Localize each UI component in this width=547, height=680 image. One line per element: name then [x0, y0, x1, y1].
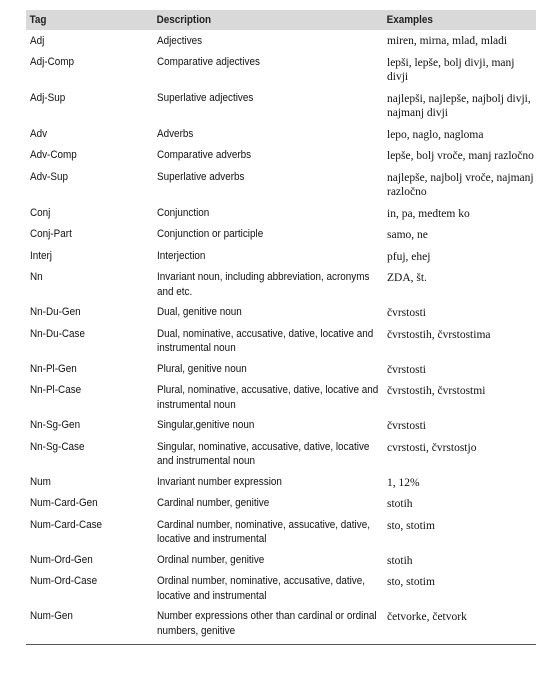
row-examples-text: samo, ne — [387, 229, 428, 241]
row-examples-text: 1, 12% — [387, 476, 420, 489]
row-tag — [26, 415, 153, 437]
row-tag — [26, 267, 153, 302]
row-examples-text: sto, stotim — [387, 519, 435, 532]
table-row — [26, 52, 536, 88]
row-examples-text: ZDA, št. — [387, 272, 427, 284]
row-tag-text: Conj-Part — [30, 228, 72, 240]
row-description-text: Comparative adjectives — [157, 55, 260, 68]
header-examples: Examples — [386, 14, 433, 26]
header-tag: Tag — [29, 14, 47, 26]
table-row — [26, 30, 536, 52]
row-examples — [383, 52, 536, 88]
row-tag-text: Nn — [30, 271, 43, 283]
row-tag — [26, 324, 153, 359]
row-description — [153, 224, 383, 246]
row-tag — [26, 52, 153, 88]
row-tag — [26, 515, 153, 550]
row-description-text: Superlative adverbs — [157, 170, 245, 183]
table-row — [26, 550, 536, 572]
row-tag — [26, 145, 153, 167]
table-row — [26, 224, 536, 246]
row-tag-text: Adj — [30, 35, 45, 47]
row-description — [153, 380, 383, 415]
row-tag-text: Num-Card-Case — [30, 518, 103, 531]
table-row — [26, 472, 536, 494]
row-description — [153, 515, 383, 550]
row-description-text: Adjectives — [157, 35, 203, 47]
row-examples — [383, 324, 536, 359]
table-row — [26, 515, 536, 550]
row-tag — [26, 124, 153, 146]
row-tag-text: Num-Ord-Case — [30, 575, 98, 587]
row-description-text: Singular,genitive noun — [157, 419, 255, 431]
row-description — [153, 437, 383, 472]
row-description — [153, 415, 383, 437]
table-row — [26, 606, 536, 645]
table-body — [26, 30, 536, 645]
row-examples-text: pfuj, ehej — [387, 250, 431, 263]
row-description — [153, 606, 383, 645]
row-description-text: Dual, nominative, accusative, dative, locative and instrumental noun — [157, 327, 374, 354]
row-examples-text: čvrstostih, čvrstostima — [387, 328, 491, 341]
row-examples-text: in, pa, medtem ko — [387, 207, 470, 220]
table-row — [26, 571, 536, 606]
row-tag — [26, 359, 153, 381]
row-examples-text: najlepše, najbolj vroče, najmanj razločno — [387, 171, 534, 198]
row-description-text: Plural, nominative, accusative, dative, locative and instrumental noun — [157, 384, 379, 411]
row-description — [153, 88, 383, 124]
row-examples — [383, 145, 536, 167]
header-row — [26, 10, 536, 30]
row-tag-text: Num-Card-Gen — [30, 497, 98, 509]
row-description-text: Conjunction or participle — [157, 228, 264, 240]
row-examples — [383, 359, 536, 381]
row-description-text: Superlative adjectives — [157, 91, 254, 104]
row-tag — [26, 380, 153, 415]
row-description-text: Comparative adverbs — [157, 149, 252, 161]
row-examples — [383, 415, 536, 437]
row-examples — [383, 224, 536, 246]
row-examples — [383, 606, 536, 645]
row-examples — [383, 571, 536, 606]
row-description — [153, 167, 383, 203]
table-row — [26, 302, 536, 324]
row-tag-text: Nn-Du-Case — [30, 327, 86, 340]
row-tag — [26, 88, 153, 124]
row-tag-text: Adv-Sup — [30, 170, 68, 183]
table-header — [26, 10, 536, 30]
row-tag-text: Nn-Pl-Case — [30, 384, 82, 396]
row-tag-text: Num — [30, 475, 51, 488]
table-row — [26, 380, 536, 415]
row-tag-text: Nn-Sg-Case — [30, 440, 85, 453]
table-row — [26, 437, 536, 472]
row-examples-text: stotih — [387, 498, 413, 510]
row-description-text: Invariant noun, including abbreviation, acronyms and etc. — [157, 271, 370, 298]
row-examples — [383, 203, 536, 225]
row-tag — [26, 203, 153, 225]
row-description-text: Number expressions other than cardinal or ordinal numbers, genitive — [157, 610, 377, 637]
row-description — [153, 493, 383, 515]
row-examples-text: lepši, lepše, bolj divji, manj divji — [387, 56, 515, 83]
table-row — [26, 267, 536, 302]
row-examples — [383, 515, 536, 550]
row-examples-text: stotih — [387, 554, 413, 567]
row-tag-text: Num-Ord-Gen — [30, 553, 93, 566]
row-examples-text: četvorke, četvork — [387, 611, 467, 623]
row-examples-text: lepo, naglo, nagloma — [387, 128, 484, 141]
row-description-text: Interjection — [157, 249, 206, 262]
row-description — [153, 302, 383, 324]
row-examples — [383, 124, 536, 146]
row-examples-text: najlepši, najlepše, najbolj divji, najmanj divji — [387, 92, 531, 119]
table-row — [26, 415, 536, 437]
row-tag — [26, 606, 153, 645]
row-tag — [26, 571, 153, 606]
row-description-text: Invariant number expression — [157, 475, 282, 488]
row-description — [153, 472, 383, 494]
row-description — [153, 145, 383, 167]
table-row — [26, 246, 536, 268]
row-tag — [26, 167, 153, 203]
row-description-text: Ordinal number, nominative, accusative, dative, locative and instrumental — [157, 575, 366, 602]
row-description — [153, 267, 383, 302]
table-row — [26, 493, 536, 515]
row-tag — [26, 493, 153, 515]
row-examples — [383, 30, 536, 52]
row-description — [153, 324, 383, 359]
row-tag — [26, 30, 153, 52]
row-description — [153, 30, 383, 52]
row-description — [153, 203, 383, 225]
row-tag — [26, 224, 153, 246]
table-row — [26, 167, 536, 203]
row-description-text: Adverbs — [157, 127, 194, 140]
row-examples-text: čvrstosti — [387, 363, 426, 376]
row-examples — [383, 302, 536, 324]
row-description-text: Singular, nominative, accusative, dative, locative and instrumental noun — [157, 440, 370, 467]
tag-table — [26, 10, 536, 645]
row-examples-text: cvrstosti, čvrstostjo — [387, 441, 477, 454]
row-tag-text: Conj — [30, 206, 51, 219]
table-row — [26, 324, 536, 359]
row-description — [153, 571, 383, 606]
row-description-text: Plural, genitive noun — [157, 362, 247, 375]
row-examples — [383, 437, 536, 472]
row-description — [153, 359, 383, 381]
row-description-text: Cardinal number, genitive — [157, 497, 270, 509]
row-examples-text: čvrstostih, čvrstostmi — [387, 385, 486, 397]
row-tag-text: Adv — [30, 127, 48, 140]
row-description — [153, 246, 383, 268]
table-row — [26, 359, 536, 381]
row-description — [153, 550, 383, 572]
table-row — [26, 88, 536, 124]
header-description: Description — [156, 14, 212, 26]
row-tag — [26, 550, 153, 572]
row-tag-text: Nn-Sg-Gen — [30, 419, 81, 431]
row-examples-text: čvrstosti — [387, 307, 426, 319]
row-examples-text: čvrstosti — [387, 420, 426, 432]
row-examples — [383, 167, 536, 203]
row-examples — [383, 380, 536, 415]
row-examples — [383, 550, 536, 572]
row-description-text: Conjunction — [157, 206, 210, 219]
table-row — [26, 203, 536, 225]
row-examples — [383, 267, 536, 302]
row-description-text: Dual, genitive noun — [157, 306, 242, 318]
row-examples-text: lepše, bolj vroče, manj razločno — [387, 150, 534, 162]
row-tag-text: Adv-Comp — [30, 149, 77, 161]
row-tag-text: Nn-Pl-Gen — [30, 362, 77, 375]
row-examples-text: miren, mirna, mlad, mladi — [387, 35, 508, 47]
row-tag — [26, 246, 153, 268]
row-tag-text: Adj-Sup — [30, 91, 66, 104]
row-description-text: Ordinal number, genitive — [157, 553, 265, 566]
table-row — [26, 124, 536, 146]
table-row — [26, 145, 536, 167]
row-examples — [383, 246, 536, 268]
row-tag-text: Nn-Du-Gen — [30, 306, 81, 318]
row-examples — [383, 493, 536, 515]
row-description — [153, 52, 383, 88]
row-examples — [383, 88, 536, 124]
row-examples-text: sto, stotim — [387, 576, 435, 588]
row-tag — [26, 472, 153, 494]
row-tag — [26, 437, 153, 472]
row-examples — [383, 472, 536, 494]
row-tag — [26, 302, 153, 324]
row-tag-text: Num-Gen — [30, 610, 73, 622]
row-description — [153, 124, 383, 146]
row-tag-text: Adj-Comp — [30, 55, 75, 68]
row-description-text: Cardinal number, nominative, assucative, dative, locative and instrumental — [157, 518, 370, 545]
row-tag-text: Interj — [30, 249, 53, 262]
